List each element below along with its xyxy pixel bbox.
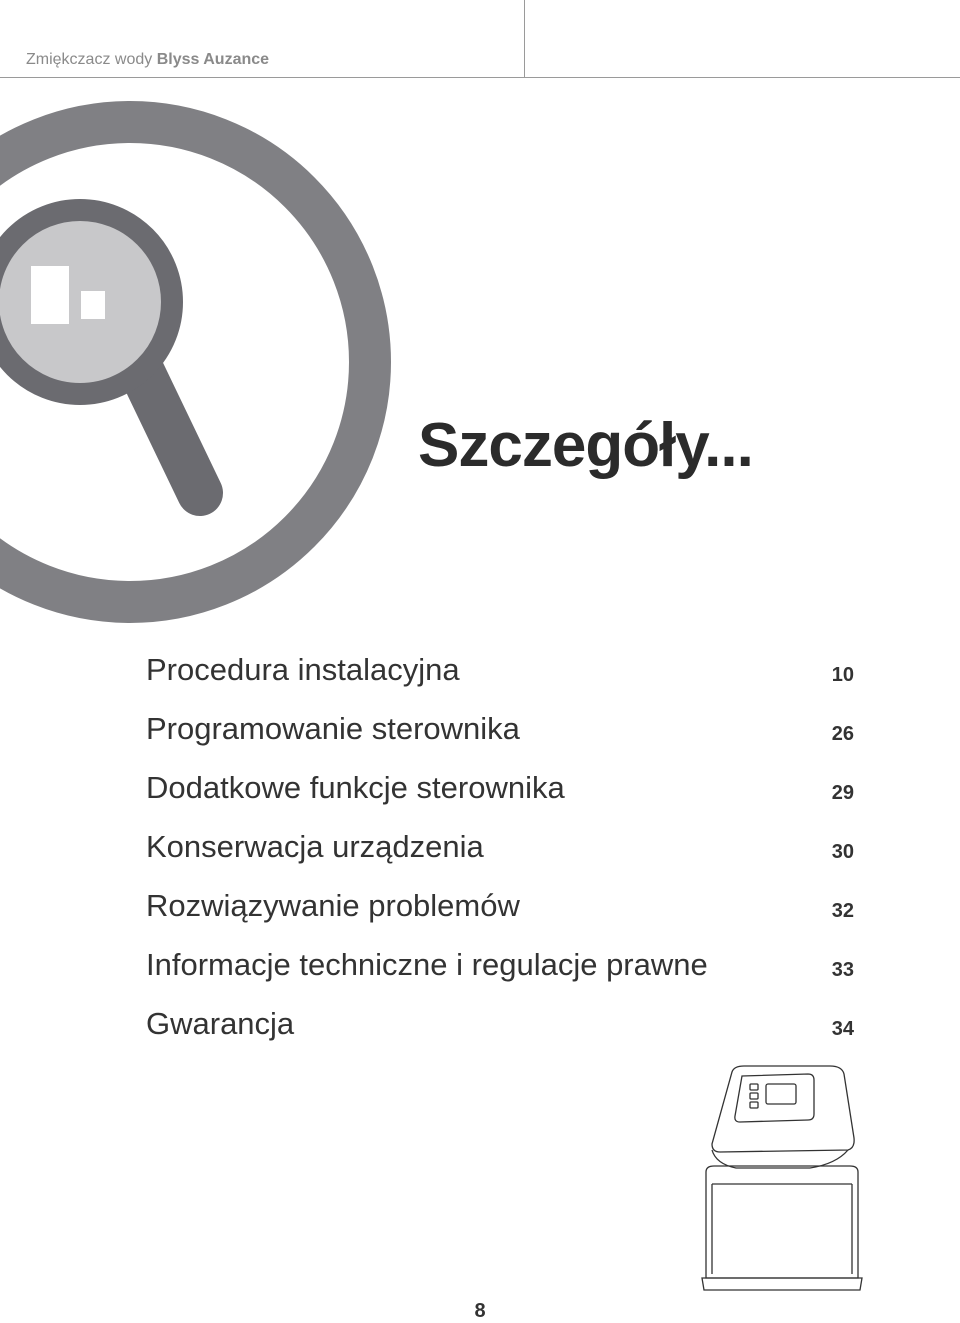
toc-row[interactable] [146, 770, 856, 829]
toc-row[interactable] [146, 829, 856, 888]
toc-label: Procedura instalacyjna [146, 652, 460, 687]
header-divider-vertical [524, 0, 525, 78]
toc-page-number: 10 [831, 664, 854, 686]
cabinet-edge [712, 1184, 852, 1274]
control-head [712, 1066, 854, 1152]
toc-label: Programowanie sterownika [146, 711, 520, 746]
toc-label: Rozwiązywanie problemów [146, 888, 520, 923]
toc-label: Konserwacja urządzenia [146, 829, 484, 864]
panel-display [766, 1084, 796, 1104]
toc-row[interactable] [146, 652, 856, 711]
header-title-product: Blyss Auzance [156, 51, 270, 68]
toc-page-number: 33 [831, 959, 854, 981]
cabinet-neck [712, 1150, 848, 1168]
toc-label: Gwarancja [146, 1006, 295, 1041]
toc-page-number: 26 [831, 723, 854, 745]
panel-button [750, 1102, 758, 1108]
toc-row[interactable] [146, 1006, 856, 1065]
page-title: Szczegóły... [418, 411, 753, 480]
magnifier-icon [0, 0, 420, 640]
magnifier-handle [140, 368, 200, 493]
table-of-contents [146, 652, 856, 1065]
toc-row[interactable] [146, 711, 856, 770]
toc-page-number: 32 [831, 900, 854, 922]
panel-button [750, 1093, 758, 1099]
toc-label: Dodatkowe funkcje sterownika [146, 770, 565, 805]
panel-button [750, 1084, 758, 1090]
water-softener-illustration [690, 1060, 870, 1294]
toc-label: Informacje techniczne i regulacje prawne [146, 947, 708, 982]
toc-row[interactable] [146, 888, 856, 947]
cabinet-body [706, 1166, 858, 1278]
page-number: 8 [474, 1300, 486, 1322]
control-panel [735, 1074, 814, 1122]
header-title-prefix: Zmiękczacz wody [26, 51, 153, 68]
toc-row[interactable] [146, 947, 856, 1006]
toc-page-number: 29 [831, 782, 854, 804]
lens-document-shape [31, 266, 69, 324]
toc-page-number: 34 [831, 1018, 854, 1040]
toc-page-number: 30 [831, 841, 854, 863]
cabinet-base [702, 1278, 862, 1290]
lens-document-shape-small [81, 291, 105, 319]
